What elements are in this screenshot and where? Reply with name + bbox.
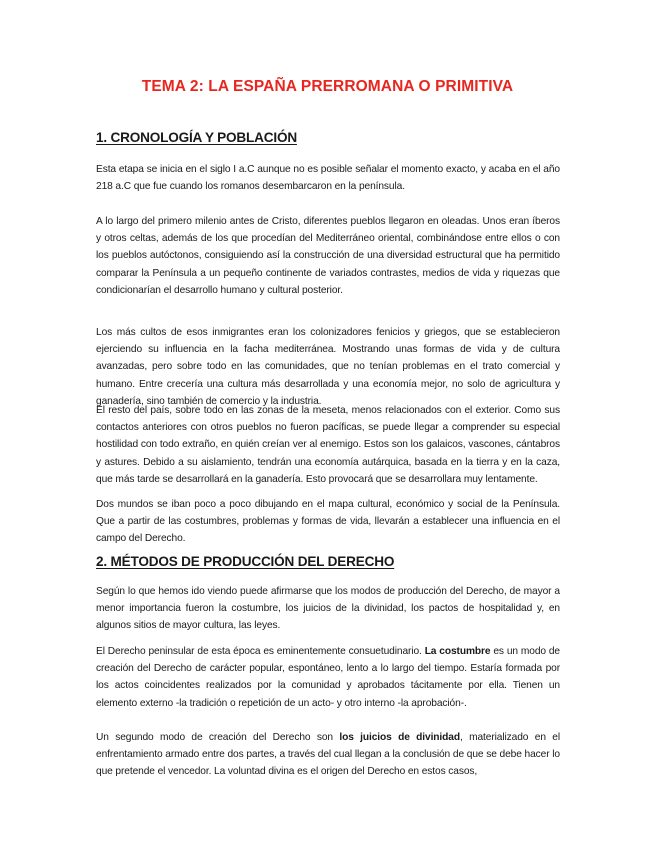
paragraph: Esta etapa se inicia en el siglo I a.C aunque no es posible señalar el momento exacto, y acaba en el año 218 a.C que fue cuando los romanos desembarcaron en la península. [96, 164, 560, 193]
paragraph-text: El Derecho peninsular de esta época es eminentemente consuetudinario. [96, 646, 425, 657]
paragraph: Según lo que hemos ido viendo puede afirmarse que los modos de producción del Derecho, de mayor a menor importancia fueron la costumbre, los juicios de la divinidad, los pactos de hospitalidad y, en algunos sitios de mayor cultura, las leyes. [96, 586, 560, 632]
page-title: TEMA 2: LA ESPAÑA PRERROMANA O PRIMITIVA [141, 78, 514, 95]
bold-term-costumbre: La costumbre [424, 646, 491, 657]
paragraph-text: es un modo de creación del Derecho de carácter popular, espontáneo, lento a lo largo del tiempo. Estaría formada por los actos coincidentes realizados por la comunidad y aprobados tácitamente por ella. Tienen un elemento externo -la tradición o repetición de un acto- y otro interno -la aprobación-. [96, 646, 560, 709]
paragraph: A lo largo del primero milenio antes de Cristo, diferentes pueblos llegaron en oleadas. Unos eran íberos y otros celtas, además de los que procedían del Mediterráneo oriental, combinándose entre ellos o con los pueblos autóctonos, consiguiendo así la construcción de una diversidad estructural que ha permitido comparar la Península a un pequeño continente de variados contrastes, medios de vida y riquezas que condicionarían el desarrollo humano y cultural posterior. [96, 216, 560, 296]
section-heading-cronologia: 1. CRONOLOGÍA Y POBLACIÓN [96, 130, 297, 145]
paragraph-juicios [96, 729, 560, 781]
paragraph: Los más cultos de esos inmigrantes eran los colonizadores fenicios y griegos, que se establecieron ejerciendo su influencia en la facha mediterránea. Mostrando unas formas de vida y de cultura avanzadas, pero sobre todo en las comunidades, que no tenían problemas en el trato comercial y humano. Entre crecería una cultura más desarrollada y una economía mejor, no solo de agricultura y ganadería, sino también de comercio y la industria. [96, 327, 560, 407]
paragraph-costumbre [96, 643, 560, 712]
paragraph: El resto del país, sobre todo en las zonas de la meseta, menos relacionados con el exterior. Como sus contactos anteriores con otros pueblos no fueron pacíficas, se puede llegar a comprender su especial hostilidad con todo extraño, en quién creían ver al enemigo. Estos son los galaicos, vascones, cántabros y astures. Debido a su aislamiento, tendrán una economía autárquica, basada en la tierra y en la caza, que más tarde se desarrollará en la ganadería. Esto provocará que se desarrollara muy lentamente. [96, 405, 560, 485]
section-heading-metodos: 2. MÉTODOS DE PRODUCCIÓN DEL DERECHO [96, 554, 395, 569]
paragraph: Dos mundos se iban poco a poco dibujando en el mapa cultural, económico y social de la Península. Que a partir de las costumbres, problemas y formas de vida, llevarán a establecer una influencia en el campo del Derecho. [96, 499, 560, 545]
paragraph-text: Un segundo modo de creación del Derecho son [96, 732, 340, 743]
paragraph-text: , materializado en el enfrentamiento armado entre dos partes, a través del cual llegan a la conclusión de que se debe hacer lo que pretende el vencedor. La voluntad divina es el origen del Derecho en estos casos, [96, 732, 560, 778]
bold-term-juicios: los juicios de divinidad [339, 732, 460, 743]
